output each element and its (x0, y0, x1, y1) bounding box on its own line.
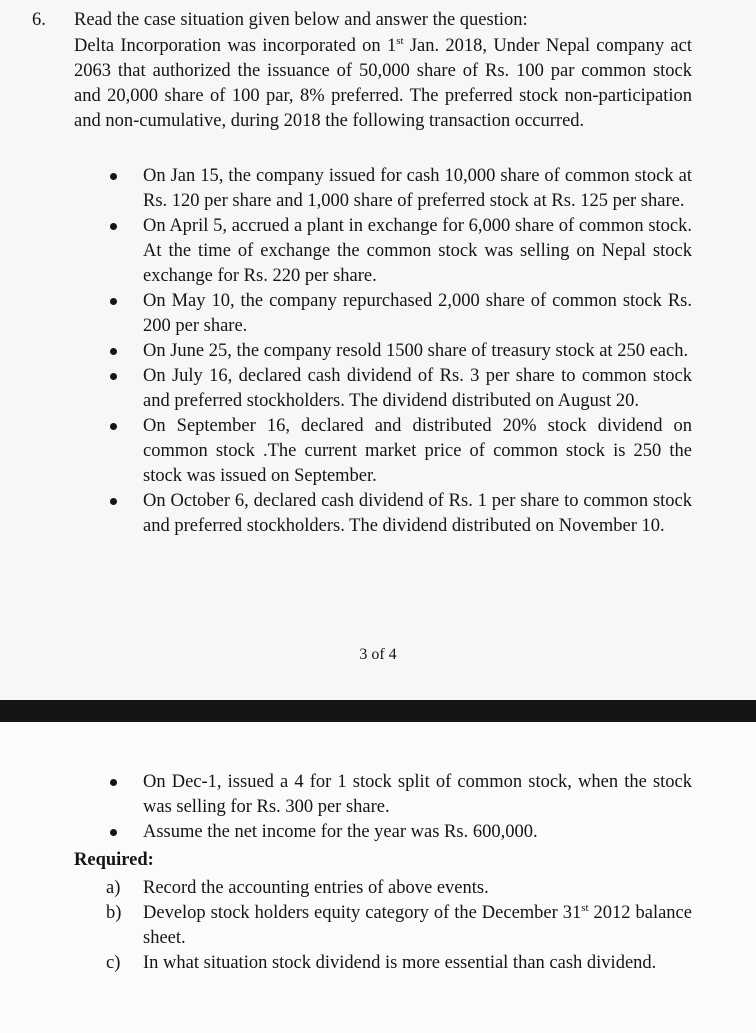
case-intro-part1: Delta Incorporation was incorporated on 1 (74, 36, 397, 56)
bullet-icon (110, 373, 117, 380)
required-item (0, 876, 692, 901)
case-intro (74, 34, 692, 134)
bullet-icon (110, 423, 117, 430)
transaction-item (0, 289, 692, 339)
required-item-text: Develop stock holders equity category of the December 31 (143, 903, 582, 923)
transaction-text: On May 10, the company repurchased 2,000 share of common stock Rs. 200 per share. (143, 291, 692, 336)
required-item (0, 951, 692, 976)
required-item (0, 901, 692, 951)
question-number: 6. (32, 10, 46, 30)
bullet-icon (110, 223, 117, 230)
transaction-item (0, 414, 692, 489)
page-number: 3 of 4 (359, 646, 397, 663)
transaction-list-page4 (0, 770, 756, 845)
transaction-text: On July 16, declared cash dividend of Rs. 3 per share to common stock and preferred stockholders. The dividend distributed on August 20. (143, 366, 692, 411)
question-title: Read the case situation given below and answer the question: (74, 10, 528, 30)
transaction-item (0, 214, 692, 289)
required-item-ordinal: st (581, 902, 589, 914)
transaction-text: On September 16, declared and distributed 20% stock dividend on common stock .The current market price of common stock is 250 the stock was issued on September. (143, 416, 692, 486)
bullet-icon (110, 348, 117, 355)
transaction-text: On Dec-1, issued a 4 for 1 stock split of common stock, when the stock was selling for Rs. 300 per share. (143, 772, 692, 817)
bullet-icon (110, 779, 117, 786)
transaction-text: On April 5, accrued a plant in exchange for 6,000 share of common stock. At the time of exchange the common stock was selling on Nepal stock exchange for Rs. 220 per share. (143, 216, 692, 286)
required-list (0, 876, 756, 976)
required-item-label: a) (106, 878, 121, 898)
case-intro-ordinal: st (396, 35, 404, 47)
transaction-item (0, 770, 692, 820)
transaction-text: On October 6, declared cash dividend of Rs. 1 per share to common stock and preferred stockholders. The dividend distributed on November 10. (143, 491, 692, 536)
bullet-icon (110, 298, 117, 305)
required-item-text-end: 2012 balance sheet. (143, 903, 692, 948)
transaction-text: On Jan 15, the company issued for cash 10,000 share of common stock at Rs. 120 per share and 1,000 share of preferred stock at Rs. 125 per share. (143, 166, 692, 211)
case-intro-part2: Jan. 2018, Under Nepal company act 2063 that authorized the issuance of 50,000 share of Rs. 100 par common stock and 20,000 share of 100 par, 8% preferred. The preferred stock non-participation and non-cumulative, during 2018 the following transaction occurred. (74, 36, 692, 131)
transaction-item (0, 339, 692, 364)
transaction-list-page3 (0, 164, 756, 539)
bullet-icon (110, 829, 117, 836)
transaction-text: Assume the net income for the year was Rs. 600,000. (143, 822, 538, 842)
bullet-icon (110, 173, 117, 180)
transaction-item (0, 364, 692, 414)
required-item-text: Record the accounting entries of above events. (143, 878, 489, 898)
required-heading: Required: (74, 850, 154, 870)
required-item-label: c) (106, 953, 121, 973)
transaction-item (0, 820, 692, 845)
transaction-text: On June 25, the company resold 1500 share of treasury stock at 250 each. (143, 341, 689, 361)
page-divider (0, 700, 756, 722)
bullet-icon (110, 498, 117, 505)
required-item-label: b) (106, 903, 122, 923)
transaction-item (0, 489, 692, 539)
transaction-item (0, 164, 692, 214)
required-item-text: In what situation stock dividend is more essential than cash dividend. (143, 953, 657, 973)
